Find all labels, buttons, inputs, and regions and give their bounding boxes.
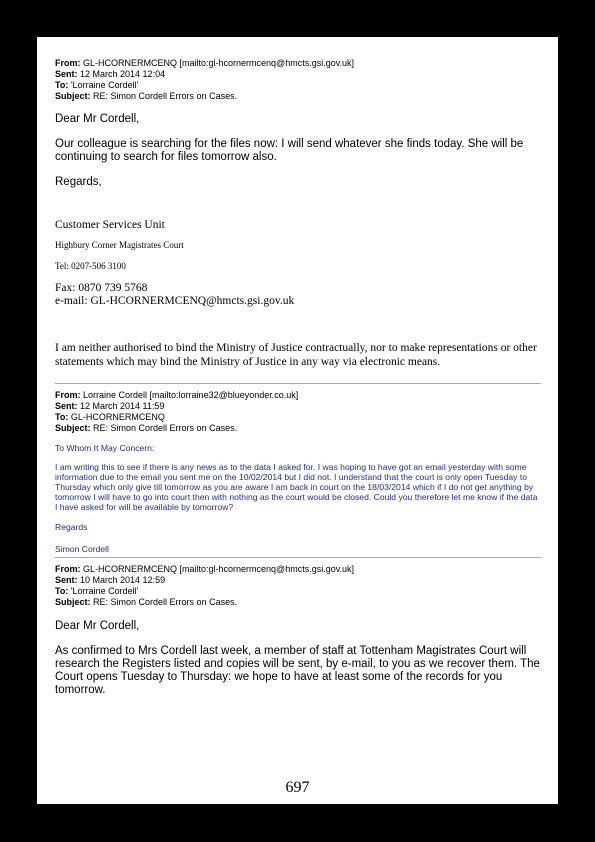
to-label: To: xyxy=(55,586,69,596)
email2-regards: Regards xyxy=(55,522,88,532)
email1-body: Our colleague is searching for the files now: I will send whatever she finds today. She will be continuing to search for files tomorrow also. xyxy=(55,138,524,163)
from-label: From: xyxy=(55,58,81,68)
from-label: From: xyxy=(55,564,81,574)
divider xyxy=(55,383,541,384)
email2-signature: Simon Cordell xyxy=(55,544,109,554)
email3-body: As confirmed to Mrs Cordell last week, a member of staff at Tottenham Magistrates Court will research the Registers listed and copies will be sent, by e-mail, to you as we recover them. The Court opens Tuesday to Thursday: we hope to have at least some of the records for you tomorrow. xyxy=(55,645,540,696)
email3-greeting: Dear Mr Cordell, xyxy=(55,620,140,632)
subject-value: RE: Simon Cordell Errors on Cases. xyxy=(93,91,238,101)
email1-header xyxy=(55,58,541,102)
email2-header xyxy=(55,390,541,434)
email1-unit: Customer Services Unit xyxy=(55,219,165,231)
from-value: GL-HCORNERMCENQ [mailto:gl-hcornermcenq@hmcts.gsi.gov.uk] xyxy=(83,564,355,574)
email1-court: Highbury Corner Magistrates Court xyxy=(55,240,184,250)
to-value: GL-HCORNERMCENQ xyxy=(70,412,165,422)
page-number: 697 xyxy=(285,779,310,796)
email1-fax: Fax: 0870 739 5768 xyxy=(55,282,148,294)
sent-value: 12 March 2014 12:04 xyxy=(80,69,166,79)
email1-greeting: Dear Mr Cordell, xyxy=(55,113,140,125)
subject-value: RE: Simon Cordell Errors on Cases. xyxy=(93,597,238,607)
sent-value: 12 March 2014 11:59 xyxy=(80,401,165,411)
to-value: 'Lorraine Cordell' xyxy=(70,80,139,90)
sent-label: Sent: xyxy=(55,575,78,585)
sent-label: Sent: xyxy=(55,69,78,79)
from-label: From: xyxy=(55,390,81,400)
subject-label: Subject: xyxy=(55,597,91,607)
document-page xyxy=(37,37,558,804)
email1-regards: Regards, xyxy=(55,176,102,188)
to-label: To: xyxy=(55,412,69,422)
from-value: Lorraine Cordell [mailto:lorraine32@blueyonder.co.uk] xyxy=(83,390,299,400)
email1-email: e-mail: GL-HCORNERMCENQ@hmcts.gsi.gov.uk xyxy=(55,295,295,307)
subject-label: Subject: xyxy=(55,91,91,101)
email2-greeting: To Whom It May Concern: xyxy=(55,443,155,453)
subject-value: RE: Simon Cordell Errors on Cases. xyxy=(93,423,238,433)
subject-label: Subject: xyxy=(55,423,91,433)
email3-header xyxy=(55,564,541,608)
divider xyxy=(55,557,541,558)
sent-label: Sent: xyxy=(55,401,78,411)
from-value: GL-HCORNERMCENQ [mailto:gl-hcornermcenq@hmcts.gsi.gov.uk] xyxy=(83,58,355,68)
email1-tel: Tel: 0207-506 3100 xyxy=(55,261,126,271)
to-label: To: xyxy=(55,80,69,90)
email2-body: I am writing this to see if there is any news as to the data I asked for. I was hoping to have got an email yesterday with some information due to the email you sent me on the 10/02/2014 but I did not. I understand that the court is only open Tuesday to Thursday which only give till tomorrow as you are aware I am back in court on the 18/03/2014 which if I do not get anything by tomorrow I will have to go into court then with nothing as the court would be closed. Could you therefore let me know if the data I have asked for will be available by tomorrow? xyxy=(55,462,538,512)
to-value: 'Lorraine Cordell' xyxy=(70,586,139,596)
email1-disclaimer: I am neither authorised to bind the Ministry of Justice contractually, nor to make representations or other statements which may bind the Ministry of Justice in any way via electronic means. xyxy=(55,342,537,368)
sent-value: 10 March 2014 12:59 xyxy=(80,575,166,585)
